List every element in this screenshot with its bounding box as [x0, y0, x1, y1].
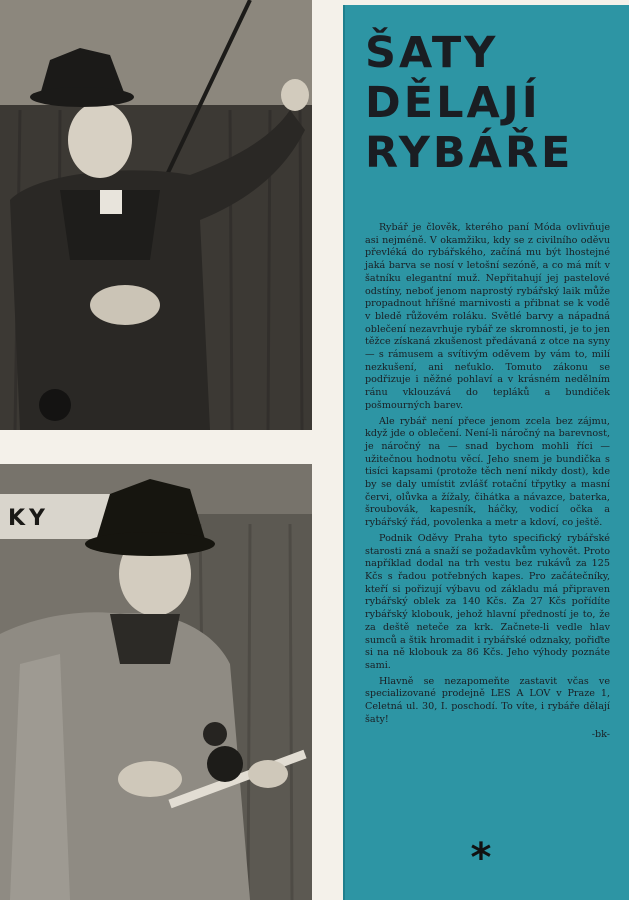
article-body	[365, 222, 610, 745]
article-paragraph: Hlavně se nezapomeňte zastavit včas ve specializované prodejně LES A LOV v Praze 1, Celetná ul. 30, I. poschodí. To víte, i rybáře dělají šaty!	[365, 675, 610, 725]
title-line-2: DĚLAJÍ	[365, 78, 541, 128]
author-signature: -bk-	[591, 729, 610, 741]
title-line-3: RYBÁŘE	[365, 128, 574, 178]
shop-sign-text: KY	[8, 506, 49, 531]
article-paragraph: Ale rybář není přece jenom zcela bez zájmu, když jde o oblečení. Není-li náročný na barevnost, je náročný na — snad bychom mohli říci — užitečnou hodnotu věcí. Jeho snem je bundička s tisíci kapsami (protože těch není nikdy dost), kde by se daly umístit zvlášť rotační třpytky a masní červi, olůvka a žížaly, čihátka a návazce, baterka, šroubovák, kapesník, háčky, vodicí očka a rybářský řád, povolenka a metr a kdoví, co ještě.	[365, 415, 610, 529]
photo-angler-with-reel	[0, 464, 312, 900]
end-mark-asterisk: *	[470, 835, 492, 881]
article-paragraph: Podnik Oděvy Praha tyto specifický rybářské starosti zná a snaží se požadavkům vyhovět. Proto například dodal na trh vestu bez rukávů za 125 Kčs s řadou potřebných kapes. Pro začátečníky, kteří si pořizují výbavu od základu má připraven rybářský oblek za 140 Kčs. Za 27 Kčs pořídíte rybářský klobouk, jehož hlavní předností je to, že za deště neteče za krk. Začnete-li vedle hlav sumců a štik hromadit i rybářské odznaky, pořiďte si na ně klobouk za 86 Kčs. Jeho výhody poznáte sami.	[365, 532, 610, 671]
article-paragraph: Rybář je člověk, kterého paní Móda ovlivňuje asi nejméně. V okamžiku, kdy se z civilního oděvu převléká do rybářského, začíná mu být lhostejné jaká barva se nosí v letošní sezóně, a co má mít v šatníku elegantní muž. Nepřitahují jej pastelové odstíny, neboť jenom naprostý rybářský laik může propadnout hříšné marnivosti a přibnat se k vodě v bledě růžovém roláku. Světlé barvy a nápadná oblečení nezavrhuje rybář ze skromnosti, je to jen těžce získaná zkušenost předávaná z otce na syny — s rámusem a svítivým oděvem by vám to, milí nezkušení, ani neťuklo. Tomuto zákonu se podřizuje i něžné pohlaví a v krásném nedělním ránu vklouzává do tepláků a bundiček pošmourných barev.	[365, 222, 610, 411]
photo-angler-with-rod	[0, 0, 312, 430]
title-line-1: ŠATY	[365, 28, 499, 78]
page-title	[365, 28, 615, 178]
